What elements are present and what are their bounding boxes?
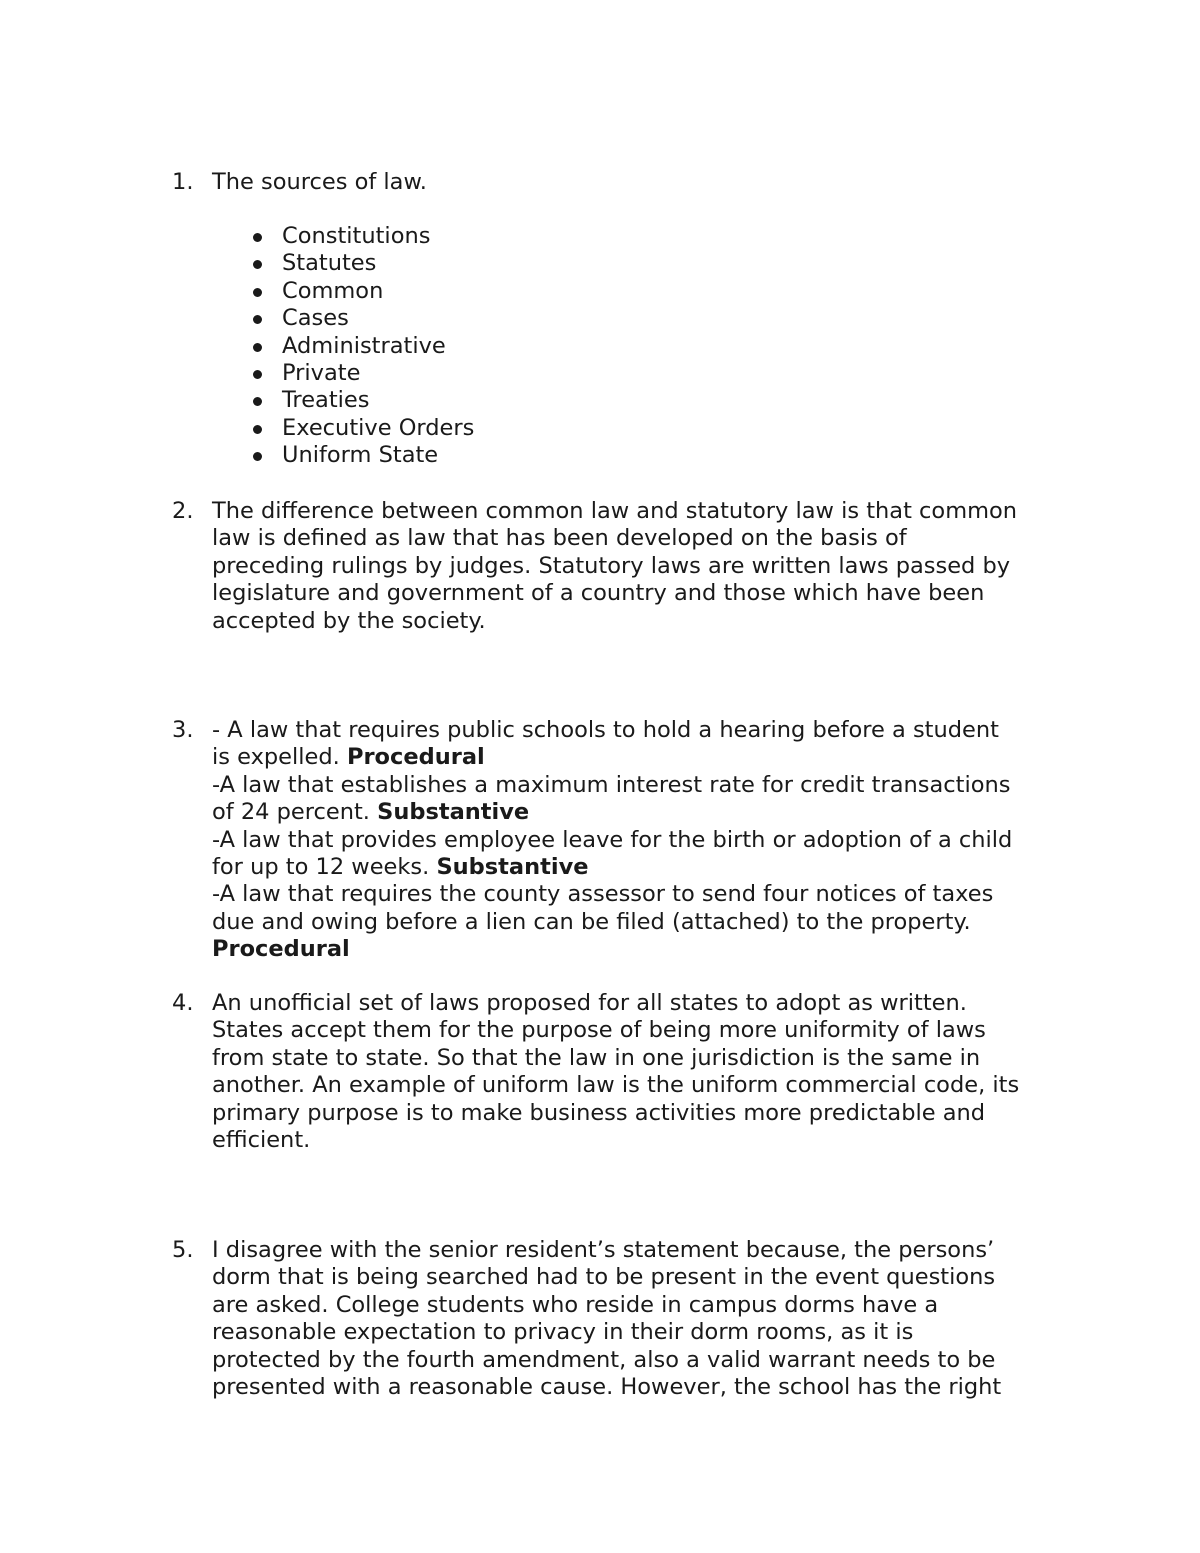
bullet-item: Executive Orders xyxy=(212,415,812,442)
bullet-item: Treaties xyxy=(212,387,812,414)
text-line: legislature and government of a country and those which have been xyxy=(212,580,985,607)
bullet-icon xyxy=(253,288,262,297)
text-line: law is defined as law that has been developed on the basis of xyxy=(212,525,907,552)
text-line: accepted by the society. xyxy=(212,607,486,634)
bullet-item: Private xyxy=(212,360,812,387)
bullet-icon xyxy=(253,425,262,434)
text-line: -A law that provides employee leave for the birth or adoption of a child xyxy=(212,826,1013,853)
text-line: I disagree with the senior resident’s statement because, the persons’ xyxy=(212,1237,995,1263)
item-number: 1. xyxy=(172,169,194,195)
text-line: - A law that requires public schools to hold a hearing before a student xyxy=(212,717,999,743)
text-line: of 24 percent. Substantive xyxy=(212,799,530,826)
answer-label: Substantive xyxy=(377,799,530,826)
bullet-item: Common xyxy=(212,278,812,305)
text-line: for up to 12 weeks. Substantive xyxy=(212,854,589,881)
text-line: is expelled. Procedural xyxy=(212,744,485,771)
item-number: 5. xyxy=(172,1237,194,1263)
text-line: presented with a reasonable cause. However, the school has the right xyxy=(212,1374,1002,1401)
bullet-item: Administrative xyxy=(212,333,812,360)
item-number: 4. xyxy=(172,990,194,1016)
text-line: -A law that requires the county assessor to send four notices of taxes xyxy=(212,881,994,908)
text-line: preceding rulings by judges. Statutory laws are written laws passed by xyxy=(212,552,1011,579)
item-text: The sources of law. xyxy=(212,169,427,195)
bullet-icon xyxy=(253,315,262,324)
text-line: from state to state. So that the law in one jurisdiction is the same in xyxy=(212,1044,981,1071)
bullet-icon xyxy=(253,233,262,242)
text-line: another. An example of uniform law is the uniform commercial code, its xyxy=(212,1072,1020,1099)
bullet-icon xyxy=(253,370,262,379)
sources-of-law-list xyxy=(212,223,812,470)
text-line: efficient. xyxy=(212,1127,311,1154)
bullet-item: Cases xyxy=(212,305,812,332)
list-item-2 xyxy=(172,498,1072,635)
list-item-1 xyxy=(172,169,1072,196)
text-line: primary purpose is to make business activities more predictable and xyxy=(212,1099,986,1126)
list-item-3 xyxy=(172,717,1072,964)
text-line: protected by the fourth amendment, also a valid warrant needs to be xyxy=(212,1346,996,1373)
text-line: are asked. College students who reside in campus dorms have a xyxy=(212,1291,939,1318)
text-line: -A law that establishes a maximum interest rate for credit transactions xyxy=(212,771,1011,798)
bullet-icon xyxy=(253,260,262,269)
text-line: States accept them for the purpose of being more uniformity of laws xyxy=(212,1017,986,1044)
text-line: due and owing before a lien can be filed (attached) to the property. xyxy=(212,908,971,935)
answer-label: Procedural xyxy=(212,936,350,963)
bullet-item: Statutes xyxy=(212,250,812,277)
list-item-4 xyxy=(172,990,1072,1154)
text-line: The difference between common law and statutory law is that common xyxy=(212,498,1018,524)
answer-label: Procedural xyxy=(346,744,485,771)
text-line: reasonable expectation to privacy in their dorm rooms, as it is xyxy=(212,1319,914,1346)
item-number: 3. xyxy=(172,717,194,743)
bullet-icon xyxy=(253,397,262,406)
text-line: An unofficial set of laws proposed for all states to adopt as written. xyxy=(212,990,967,1016)
item-number: 2. xyxy=(172,498,194,524)
bullet-item: Uniform State xyxy=(212,442,812,469)
bullet-icon xyxy=(253,343,262,352)
answer-label: Substantive xyxy=(436,854,589,881)
bullet-item: Constitutions xyxy=(212,223,812,250)
bullet-icon xyxy=(253,452,262,461)
list-item-5 xyxy=(172,1237,1072,1401)
text-line: dorm that is being searched had to be present in the event questions xyxy=(212,1264,996,1291)
